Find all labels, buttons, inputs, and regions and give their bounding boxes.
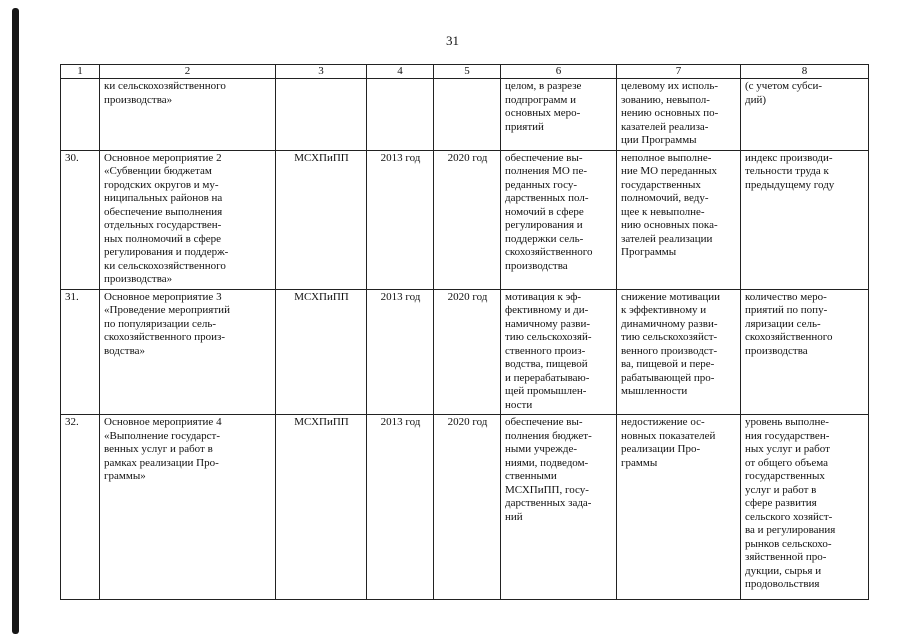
measure-name-cell: Основное мероприятие 2 «Субвенции бюджетам городских округов и му- ниципальных районов на обеспечение выполнения отдельных государствен- ных полномочий в сфере регулирования и поддерж- ки сельскохозяйственного производства» [100,150,276,289]
row-number-cell: 31. [61,289,100,415]
column-header: 3 [276,65,367,79]
end-year-cell: 2020 год [434,415,501,600]
end-year-cell [434,79,501,151]
column-header: 7 [617,65,741,79]
expected-result-cell: целом, в разрезе подпрограмм и основных меро- приятий [501,79,617,151]
page-number: 31 [446,33,459,48]
row-number-cell: 32. [61,415,100,600]
measures-table [60,64,869,600]
column-header: 8 [741,65,869,79]
indicator-cell: индекс производи- тельности труда к предыдущему году [741,150,869,289]
end-year-cell: 2020 год [434,289,501,415]
executor-cell: МСХПиПП [276,289,367,415]
consequences-cell: снижение мотивации к эффективному и динамичному разви- тию сельскохозяйст- венного производст- ва, пищевой и пере- рабатывающей про- мышленности [617,289,741,415]
column-header: 5 [434,65,501,79]
measure-name-cell: ки сельскохозяйственного производства» [100,79,276,151]
column-header: 1 [61,65,100,79]
start-year-cell: 2013 год [367,150,434,289]
executor-cell [276,79,367,151]
measure-name-cell: Основное мероприятие 3 «Проведение мероприятий по популяризации сель- скохозяйственного произ- водства» [100,289,276,415]
indicator-cell: (с учетом субси- дий) [741,79,869,151]
table-row [61,289,869,415]
expected-result-cell: обеспечение вы- полнения МО пе- реданных госу- дарственных пол- номочий в сфере регулирования и поддержки сель- скохозяйственного производства [501,150,617,289]
table-row [61,415,869,600]
start-year-cell [367,79,434,151]
table-row [61,79,869,151]
indicator-cell: уровень выполне- ния государствен- ных услуг и работ от общего объема государственных услуг и работ в сфере развития сельского хозяйст- ва и регулирования рынков сельскохо- зяйственной про- дукции, сырья и продовольствия [741,415,869,600]
start-year-cell: 2013 год [367,415,434,600]
executor-cell: МСХПиПП [276,150,367,289]
consequences-cell: неполное выполне- ние МО переданных государственных полномочий, веду- щее к невыполне- нию основных пока- зателей реализации Программы [617,150,741,289]
end-year-cell: 2020 год [434,150,501,289]
table-row [61,150,869,289]
executor-cell: МСХПиПП [276,415,367,600]
indicator-cell: количество меро- приятий по попу- ляризации сель- скохозяйственного производства [741,289,869,415]
row-number-cell: 30. [61,150,100,289]
expected-result-cell: мотивация к эф- фективному и ди- намичному разви- тию сельскохозяй- ственного произ- водства, пищевой и перерабатываю- щей промышлен- ности [501,289,617,415]
consequences-cell: целевому их исполь- зованию, невыпол- нению основных по- казателей реализа- ции Программы [617,79,741,151]
column-header: 4 [367,65,434,79]
start-year-cell: 2013 год [367,289,434,415]
consequences-cell: недостижение ос- новных показателей реализации Про- граммы [617,415,741,600]
column-header: 2 [100,65,276,79]
scan-edge-shadow [12,8,19,634]
expected-result-cell: обеспечение вы- полнения бюджет- ными учрежде- ниями, подведом- ственными МСХПиПП, госу- дарственных зада- ний [501,415,617,600]
column-header: 6 [501,65,617,79]
column-number-row [61,65,869,79]
row-number-cell [61,79,100,151]
measure-name-cell: Основное мероприятие 4 «Выполнение государст- венных услуг и работ в рамках реализации Про- граммы» [100,415,276,600]
